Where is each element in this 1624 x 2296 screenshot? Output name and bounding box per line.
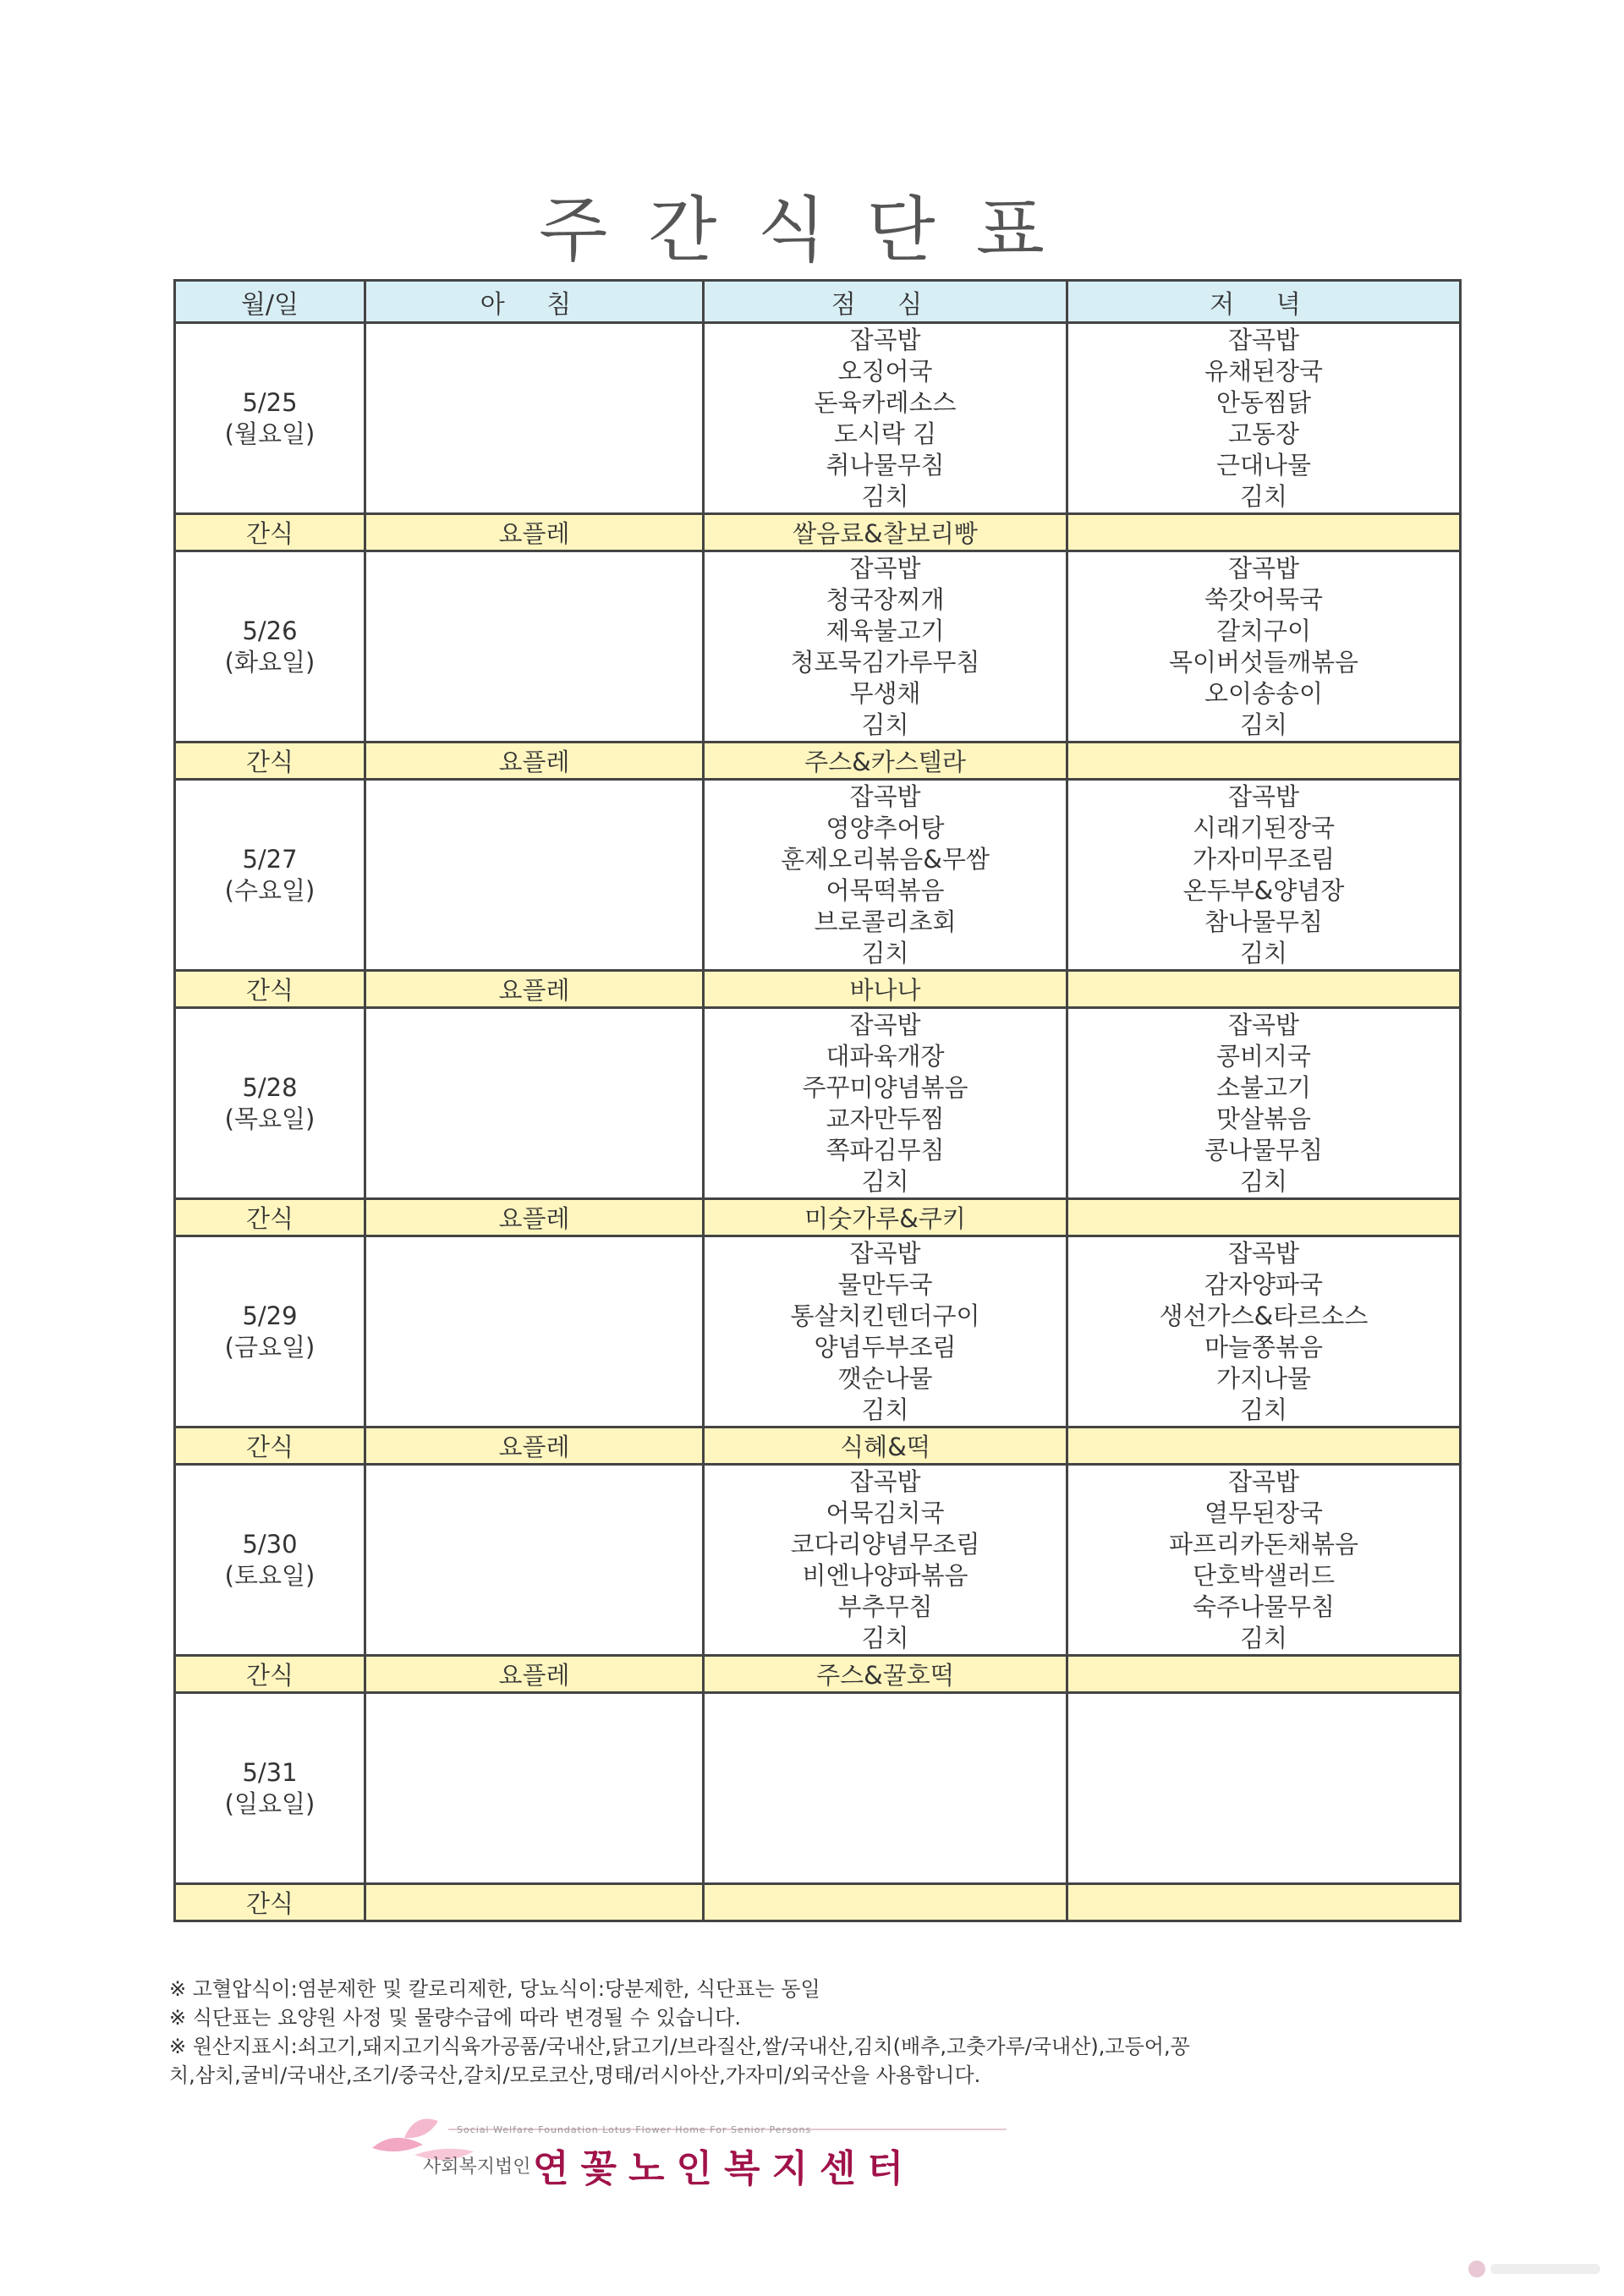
snack-lunch-cell: 주스&카스텔라 [704, 743, 1067, 780]
snack-lunch-cell: 바나나 [704, 971, 1067, 1008]
weekday-text: (금요일) [224, 1332, 315, 1362]
breakfast-cell [365, 323, 704, 514]
menu-item: 어묵떡볶음 [826, 875, 945, 905]
menu-item: 돈육카레소스 [814, 387, 957, 417]
breakfast-cell [365, 1465, 704, 1656]
menu-item: 김치 [1239, 938, 1288, 967]
page-title: 주간식단표 [539, 189, 1085, 271]
note-line: ※ 고혈압식이:염분제한 및 칼로리제한, 당뇨식이:당분제한, 식단표는 동일 [169, 1977, 820, 2001]
snack-dinner-cell [1067, 1884, 1461, 1921]
lunch-list [705, 1466, 1066, 1654]
dinner-list [1068, 781, 1459, 969]
day-row [175, 1465, 1461, 1656]
date-text: 5/27 [242, 844, 298, 874]
snack-lunch-cell: 쌀음료&찰보리빵 [704, 514, 1067, 551]
menu-item: 참나물무침 [1204, 907, 1324, 936]
snack-dinner-cell [1067, 1199, 1461, 1236]
date-cell [175, 1465, 365, 1656]
menu-item: 청국장찌개 [826, 584, 945, 614]
lunch-cell [704, 1236, 1067, 1427]
menu-item: 쪽파김무침 [826, 1135, 945, 1164]
menu-item: 물만두국 [837, 1269, 933, 1299]
menu-item: 잡곡밥 [1227, 1010, 1300, 1039]
snack-row [175, 743, 1461, 780]
menu-item: 갈치구이 [1215, 616, 1312, 645]
menu-item: 단호박샐러드 [1192, 1560, 1336, 1590]
snack-label: 간식 [175, 1656, 365, 1693]
date-text: 5/26 [242, 616, 298, 645]
menu-item: 온두부&양념장 [1182, 875, 1345, 905]
lunch-list [705, 781, 1066, 969]
day-row [175, 551, 1461, 743]
day-row [175, 1693, 1461, 1884]
day-row [175, 1008, 1461, 1199]
menu-item: 김치 [861, 1623, 909, 1652]
date-cell [175, 551, 365, 743]
foundation-prefix: 사회복지법인 [423, 2156, 531, 2178]
weekly-menu-table [173, 279, 1462, 1922]
snack-breakfast-cell: 요플레 [365, 514, 704, 551]
snack-breakfast-cell [365, 1884, 704, 1921]
menu-item: 김치 [861, 1395, 909, 1424]
day-row [175, 780, 1461, 971]
menu-item: 양념두부조림 [814, 1332, 957, 1362]
menu-item: 잡곡밥 [1227, 553, 1300, 583]
snack-breakfast-cell: 요플레 [365, 971, 704, 1008]
weekday-text: (토요일) [224, 1560, 315, 1590]
menu-item: 부추무침 [837, 1592, 933, 1621]
menu-item: 비엔나양파볶음 [802, 1560, 968, 1590]
foundation-subtitle: Social Welfare Foundation Lotus Flower Home For Senior Persons [457, 2124, 812, 2135]
snack-label: 간식 [175, 1884, 365, 1921]
menu-item: 깻순나물 [837, 1363, 933, 1393]
menu-item: 훈제오리볶음&무쌈 [781, 844, 990, 874]
menu-item: 김치 [1239, 481, 1288, 511]
header-date: 월/일 [175, 281, 365, 323]
date-cell [175, 1236, 365, 1427]
day-row [175, 1236, 1461, 1427]
menu-item: 취나물무침 [826, 450, 945, 479]
snack-label: 간식 [175, 971, 365, 1008]
lunch-cell [704, 551, 1067, 743]
date-text: 5/25 [242, 387, 298, 417]
breakfast-cell [365, 1236, 704, 1427]
menu-item: 고동장 [1227, 419, 1300, 448]
menu-item: 김치 [861, 481, 909, 511]
weekday-text: (화요일) [224, 647, 315, 677]
menu-item: 잡곡밥 [849, 553, 921, 583]
lunch-list [705, 325, 1066, 512]
lunch-cell [704, 1693, 1067, 1884]
snack-row [175, 1884, 1461, 1921]
lunch-list [705, 1010, 1066, 1197]
menu-item: 코다리양념무조림 [790, 1529, 980, 1559]
snack-breakfast-cell: 요플레 [365, 743, 704, 780]
menu-item: 브로콜리초회 [814, 907, 957, 936]
menu-item: 통살치킨텐더구이 [790, 1301, 980, 1330]
lunch-cell [704, 1008, 1067, 1199]
menu-item: 숙주나물무침 [1192, 1592, 1336, 1621]
snack-label: 간식 [175, 743, 365, 780]
snack-label: 간식 [175, 514, 365, 551]
menu-item: 오이송송이 [1204, 678, 1324, 708]
breakfast-cell [365, 780, 704, 971]
snack-row [175, 1656, 1461, 1693]
menu-item: 가자미무조림 [1192, 844, 1336, 874]
date-text: 5/29 [242, 1301, 298, 1330]
foundation-name: 연꽃노인복지센터 [533, 2147, 916, 2190]
dinner-cell [1067, 551, 1461, 743]
menu-item: 가지나물 [1215, 1363, 1312, 1393]
breakfast-cell [365, 551, 704, 743]
dinner-cell [1067, 1008, 1461, 1199]
date-text: 5/30 [242, 1529, 298, 1559]
menu-item: 교자만두찜 [826, 1104, 945, 1133]
snack-breakfast-cell: 요플레 [365, 1199, 704, 1236]
menu-item: 잡곡밥 [849, 1238, 921, 1268]
menu-item: 유채된장국 [1204, 356, 1324, 386]
breakfast-cell [365, 1693, 704, 1884]
date-cell [175, 1693, 365, 1884]
lunch-cell [704, 780, 1067, 971]
dinner-cell [1067, 780, 1461, 971]
snack-row [175, 514, 1461, 551]
weekday-text: (목요일) [224, 1104, 315, 1133]
dinner-cell [1067, 1693, 1461, 1884]
menu-item: 소불고기 [1215, 1072, 1312, 1102]
dinner-list [1068, 1010, 1459, 1197]
snack-breakfast-cell: 요플레 [365, 1427, 704, 1465]
snack-dinner-cell [1067, 514, 1461, 551]
lunch-cell [704, 1465, 1067, 1656]
menu-item: 잡곡밥 [849, 781, 921, 811]
snack-row [175, 971, 1461, 1008]
menu-item: 오징어국 [837, 356, 933, 386]
watermark-logo-icon [1465, 2252, 1609, 2286]
snack-breakfast-cell: 요플레 [365, 1656, 704, 1693]
menu-item: 안동찜닭 [1215, 387, 1312, 417]
menu-item: 시래기된장국 [1192, 813, 1336, 842]
note-line: ※ 원산지표시:쇠고기,돼지고기식육가공품/국내산,닭고기/브라질산,쌀/국내산,김치(배추,고춧가루/국내산),고등어,꽁 [169, 2035, 1190, 2058]
lunch-list [705, 553, 1066, 741]
menu-item: 주꾸미양념볶음 [802, 1072, 968, 1102]
header-breakfast: 아 침 [365, 281, 704, 323]
menu-item: 김치 [861, 710, 909, 739]
menu-item: 무생채 [849, 678, 921, 708]
weekday-text: (일요일) [224, 1789, 315, 1818]
date-cell [175, 1008, 365, 1199]
dinner-cell [1067, 1236, 1461, 1427]
snack-lunch-cell [704, 1884, 1067, 1921]
menu-item: 근대나물 [1215, 450, 1312, 479]
dinner-list [1068, 553, 1459, 741]
menu-item: 김치 [861, 1166, 909, 1196]
menu-item: 제육불고기 [826, 616, 945, 645]
note-line: ※ 식단표는 요양원 사정 및 물량수급에 따라 변경될 수 있습니다. [169, 2006, 741, 2030]
menu-item: 잡곡밥 [1227, 781, 1300, 811]
snack-label: 간식 [175, 1427, 365, 1465]
menu-item: 맛살볶음 [1215, 1104, 1312, 1133]
menu-item: 김치 [1239, 1166, 1288, 1196]
menu-item: 김치 [1239, 1395, 1288, 1424]
notes-section [169, 1975, 1463, 2090]
snack-dinner-cell [1067, 971, 1461, 1008]
menu-item: 어묵김치국 [826, 1498, 945, 1527]
date-text: 5/28 [242, 1072, 298, 1102]
date-cell [175, 780, 365, 971]
snack-dinner-cell [1067, 1427, 1461, 1465]
menu-item: 생선가스&타르소스 [1159, 1301, 1369, 1330]
dinner-cell [1067, 323, 1461, 514]
lunch-cell [704, 323, 1067, 514]
dinner-list [1068, 325, 1459, 512]
menu-item: 콩나물무침 [1204, 1135, 1324, 1164]
menu-item: 콩비지국 [1215, 1041, 1312, 1071]
snack-row [175, 1427, 1461, 1465]
snack-row [175, 1199, 1461, 1236]
snack-dinner-cell [1067, 743, 1461, 780]
menu-item: 김치 [861, 938, 909, 967]
dinner-list [1068, 1238, 1459, 1426]
menu-item: 도시락 김 [833, 419, 937, 448]
menu-item: 청포묵김가루무침 [790, 647, 980, 677]
menu-item: 쑥갓어묵국 [1204, 584, 1324, 614]
menu-item: 영양추어탕 [826, 813, 945, 842]
header-dinner: 저 녁 [1067, 281, 1461, 323]
note-line: 치,삼치,굴비/국내산,조기/중국산,갈치/모로코산,명태/러시아산,가자미/외국산을 사용합니다. [169, 2063, 981, 2087]
menu-item: 잡곡밥 [1227, 1238, 1300, 1268]
menu-item: 잡곡밥 [849, 1466, 921, 1496]
weekday-text: (월요일) [224, 419, 315, 448]
menu-item: 잡곡밥 [1227, 1466, 1300, 1496]
date-cell [175, 323, 365, 514]
menu-item: 잡곡밥 [849, 1010, 921, 1039]
snack-lunch-cell: 미숫가루&쿠키 [704, 1199, 1067, 1236]
table-header-row [175, 281, 1461, 323]
menu-item: 김치 [1239, 1623, 1288, 1652]
dinner-list [1068, 1466, 1459, 1654]
lunch-list [705, 1238, 1066, 1426]
header-lunch: 점 심 [704, 281, 1067, 323]
menu-body [175, 323, 1461, 1921]
menu-item: 열무된장국 [1204, 1498, 1324, 1527]
snack-lunch-cell: 식혜&떡 [704, 1427, 1067, 1465]
menu-item: 김치 [1239, 710, 1288, 739]
menu-item: 잡곡밥 [1227, 325, 1300, 354]
menu-item: 파프리카돈채볶음 [1168, 1529, 1359, 1559]
menu-item: 대파육개장 [826, 1041, 945, 1071]
snack-lunch-cell: 주스&꿀호떡 [704, 1656, 1067, 1693]
menu-item: 감자양파국 [1204, 1269, 1324, 1299]
dinner-cell [1067, 1465, 1461, 1656]
menu-item: 목이버섯들깨볶음 [1168, 647, 1359, 677]
snack-dinner-cell [1067, 1656, 1461, 1693]
breakfast-cell [365, 1008, 704, 1199]
menu-item: 잡곡밥 [849, 325, 921, 354]
date-text: 5/31 [242, 1757, 298, 1787]
day-row [175, 323, 1461, 514]
weekday-text: (수요일) [224, 875, 315, 905]
menu-item: 마늘쫑볶음 [1204, 1332, 1324, 1362]
snack-label: 간식 [175, 1199, 365, 1236]
